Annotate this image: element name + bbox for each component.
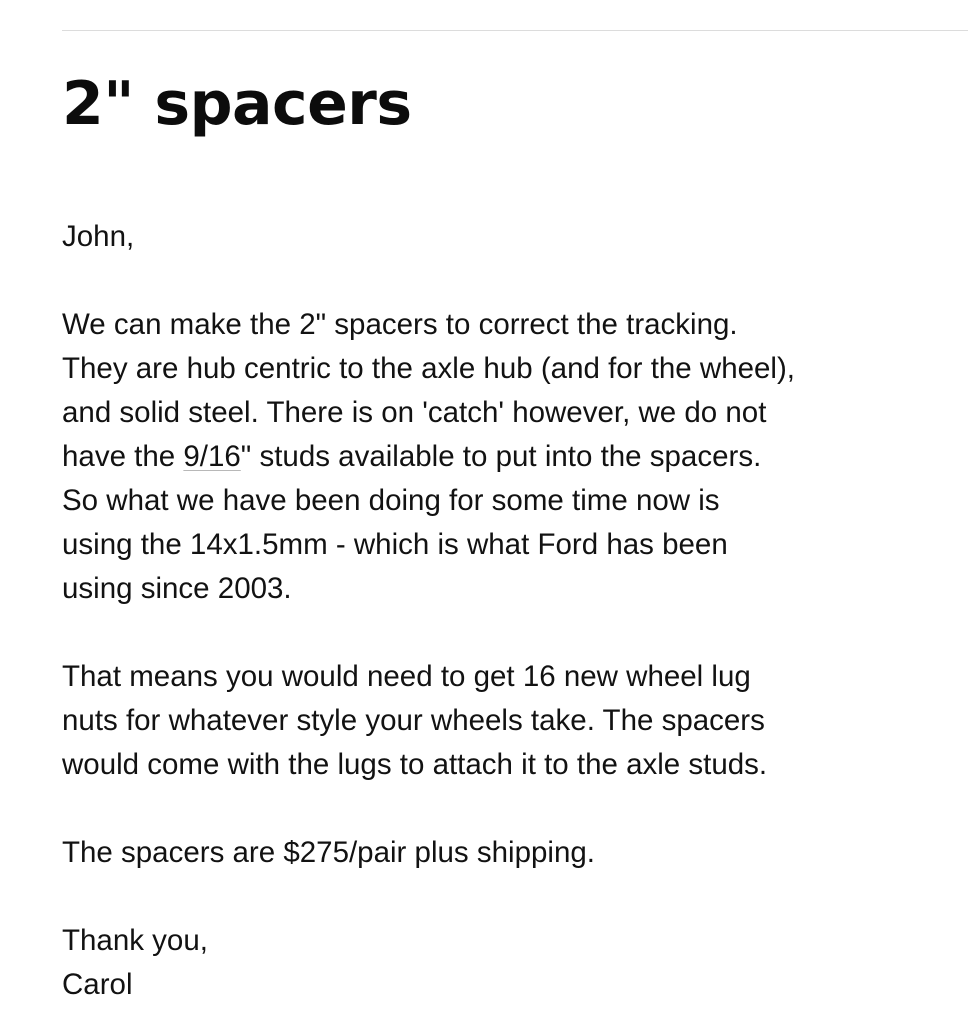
email-body [62,215,962,1007]
header-divider [62,30,968,31]
body-line: That means you would need to get 16 new wheel lug [62,660,751,693]
body-line: nuts for whatever style your wheels take. The spacers [62,704,765,737]
body-text: " studs available to put into the spacers. [240,440,762,473]
body-line: using since 2003. [62,572,292,605]
body-line: using the 14x1.5mm - which is what Ford has been [62,528,728,561]
body-line [62,435,962,479]
paragraph-gap [62,259,962,303]
greeting: John, [62,220,135,253]
paragraph-gap [62,611,962,655]
body-text: have the [62,440,184,473]
body-line: and solid steel. There is on 'catch' however, we do not [62,396,767,429]
detected-measurement-link[interactable]: 9/16 [183,440,241,473]
email-subject: 2" spacers [62,69,412,139]
body-line: The spacers are $275/pair plus shipping. [62,836,595,869]
body-line: We can make the 2" spacers to correct the tracking. [62,308,738,341]
body-line: would come with the lugs to attach it to the axle studs. [62,748,768,781]
paragraph-gap [62,875,962,919]
body-line: So what we have been doing for some time now is [62,484,720,517]
body-line: They are hub centric to the axle hub (and for the wheel), [62,352,796,385]
paragraph-gap [62,787,962,831]
closing: Thank you, [62,924,208,957]
signature: Carol [62,968,133,1001]
